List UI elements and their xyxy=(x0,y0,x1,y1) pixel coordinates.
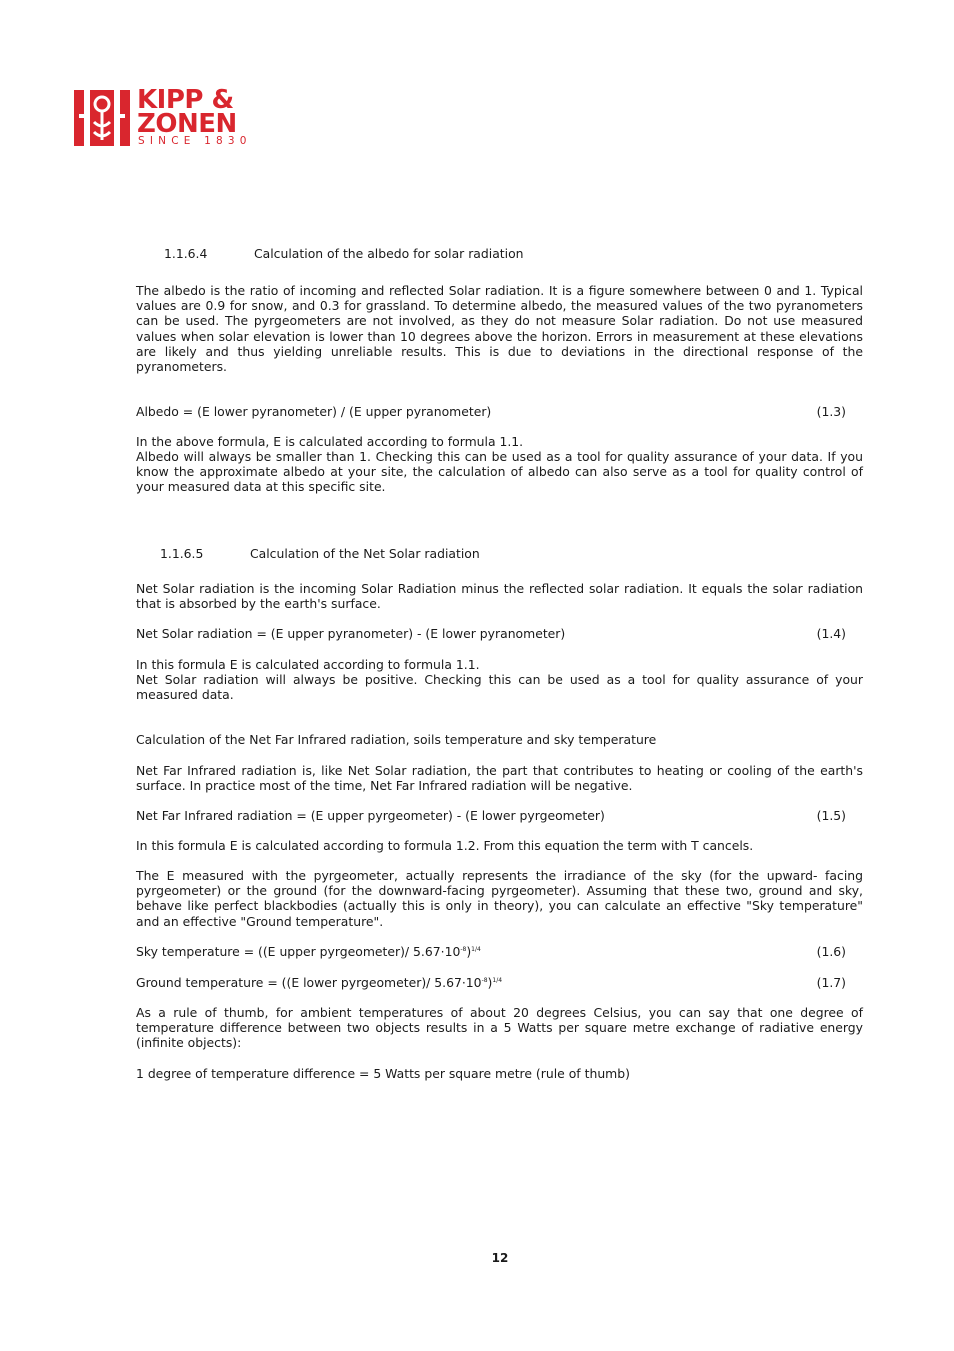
logo-name-line1: KIPP & xyxy=(137,85,234,115)
formula-power: 1/4 xyxy=(492,977,503,984)
paragraph-net-solar-note-1: In this formula E is calculated according to formula 1.1. xyxy=(136,657,480,672)
page-number: 12 xyxy=(491,1251,509,1265)
formula-text: Ground temperature = ((E lower pyrgeometer)/ 5.67·10 xyxy=(136,975,482,990)
formula-sky-temperature xyxy=(136,944,846,959)
paragraph-rule-of-thumb: 1 degree of temperature difference = 5 Watts per square metre (rule of thumb) xyxy=(136,1066,630,1081)
section-number: 1.1.6.5 xyxy=(160,546,204,561)
paragraph-rule-intro: As a rule of thumb, for ambient temperatures of about 20 degrees Celsius, you can say that one degree of temperature difference between two objects results in a 5 Watts per square metre exchange of radiative energy (infinite objects): xyxy=(136,1005,863,1051)
paragraph-albedo-note-1: In the above formula, E is calculated according to formula 1.1. xyxy=(136,434,524,449)
formula-text: Sky temperature = ((E upper pyrgeometer)/ 5.67·10 xyxy=(136,944,461,959)
formula-close: ) xyxy=(487,975,493,990)
kipp-zonen-emblem-icon xyxy=(74,90,130,146)
formula-reference: (1.3) xyxy=(816,404,846,419)
paragraph-net-solar-note-2: Net Solar radiation will always be positive. Checking this can be used as a tool for quality assurance of your measured data. xyxy=(136,672,863,703)
paragraph-albedo-note-2: Albedo will always be smaller than 1. Checking this can be used as a tool for quality assurance of your data. If you know the approximate albedo at your site, the calculation of albedo can also serve as a tool for quality control of your measured data at this specific site. xyxy=(136,449,863,495)
paragraph-albedo-intro: The albedo is the ratio of incoming and reflected Solar radiation. It is a figure somewhere between 0 and 1. Typical values are 0.9 for snow, and 0.3 for grassland. To determine albedo, the measured values of the two pyranometers can be used. The pyrgeometers are not involved, as they do not measure Solar radiation. Do not use measured values when solar elevation is lower than 10 degrees above the horizon. Errors in measurement at these elevations are likely and thus yielding unreliable results. This is due to deviations in the directional response of the pyranometers. xyxy=(136,283,863,375)
paragraph-sky-ground: The E measured with the pyrgeometer, actually represents the irradiance of the sky (for the upward- facing pyrgeometer) or the ground (for the downward-facing pyrgeometer). Assuming that these two, ground and sky, behave like perfect blackbodies (actually this is only in theory), you can calculate an effective "Sky temperature" and an effective "Ground temperature". xyxy=(136,868,863,929)
formula-power: 1/4 xyxy=(471,946,481,953)
formula-reference: (1.4) xyxy=(816,626,846,641)
formula-reference: (1.6) xyxy=(816,944,846,959)
section-title: Calculation of the Net Solar radiation xyxy=(250,546,480,561)
paragraph-net-solar-intro: Net Solar radiation is the incoming Solar Radiation minus the reflected solar radiation. It equals the solar radiation that is absorbed by the earth's surface. xyxy=(136,581,863,612)
formula-close: ) xyxy=(466,944,472,959)
kipp-zonen-logo xyxy=(74,85,260,148)
formula-net-solar xyxy=(136,626,846,641)
formula-reference: (1.7) xyxy=(816,975,846,990)
logo-wordmark xyxy=(137,85,237,139)
formula-text: Net Solar radiation = (E upper pyranometer) - (E lower pyranometer) xyxy=(136,626,566,641)
section-heading-net-solar xyxy=(160,546,480,561)
section-title: Calculation of the albedo for solar radiation xyxy=(254,246,524,261)
paragraph-net-ir-intro: Net Far Infrared radiation is, like Net Solar radiation, the part that contributes to heating or cooling of the earth's surface. In practice most of the time, Net Far Infrared radiation will be negative. xyxy=(136,763,863,794)
formula-exponent: -8 xyxy=(460,946,467,953)
logo-since: SINCE 1830 xyxy=(138,135,252,147)
logo-name-line2: ZONEN xyxy=(137,109,237,139)
formula-text: Net Far Infrared radiation = (E upper pyrgeometer) - (E lower pyrgeometer) xyxy=(136,808,605,823)
section-heading-net-far-infrared: Calculation of the Net Far Infrared radiation, soils temperature and sky temperature xyxy=(136,732,657,747)
formula-albedo xyxy=(136,404,846,419)
formula-ground-temperature xyxy=(136,975,846,990)
formula-net-far-infrared xyxy=(136,808,846,823)
section-heading-albedo xyxy=(164,246,524,261)
formula-exponent: -8 xyxy=(481,977,488,984)
formula-text: Albedo = (E lower pyranometer) / (E upper pyranometer) xyxy=(136,404,492,419)
section-number: 1.1.6.4 xyxy=(164,246,208,261)
formula-reference: (1.5) xyxy=(816,808,846,823)
paragraph-net-ir-note: In this formula E is calculated according to formula 1.2. From this equation the term with T cancels. xyxy=(136,838,754,853)
